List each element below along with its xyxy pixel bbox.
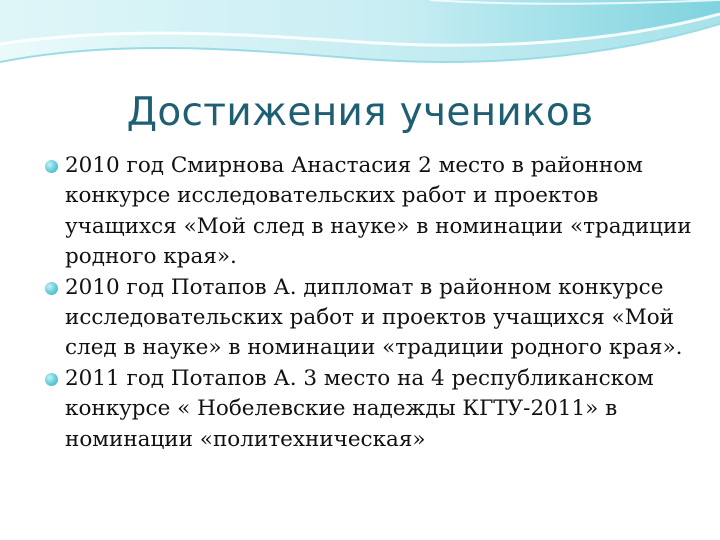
achievements-list <box>45 151 705 455</box>
bullet-icon <box>45 373 58 386</box>
list-item <box>45 364 705 455</box>
bullet-icon <box>45 160 58 173</box>
list-item-text: 2010 год Смирнова Анастасия 2 место в районном конкурсе исследовательских работ и проектов учащихся «Мой след в науке» в номинации «традиции родного края». <box>65 153 692 270</box>
list-item-text: 2011 год Потапов А. 3 место на 4 республиканском конкурсе « Нобелевские надежды КГТУ-2011» в номинации «политехническая» <box>65 365 654 452</box>
list-item <box>45 273 705 364</box>
list-item <box>45 151 705 273</box>
bullet-icon <box>45 282 58 295</box>
list-item-text: 2010 год Потапов А. дипломат в районном конкурсе исследовательских работ и проектов учащихся «Мой след в науке» в номинации «традиции родного края». <box>65 274 683 361</box>
slide-title: Достижения учеников <box>126 90 594 135</box>
